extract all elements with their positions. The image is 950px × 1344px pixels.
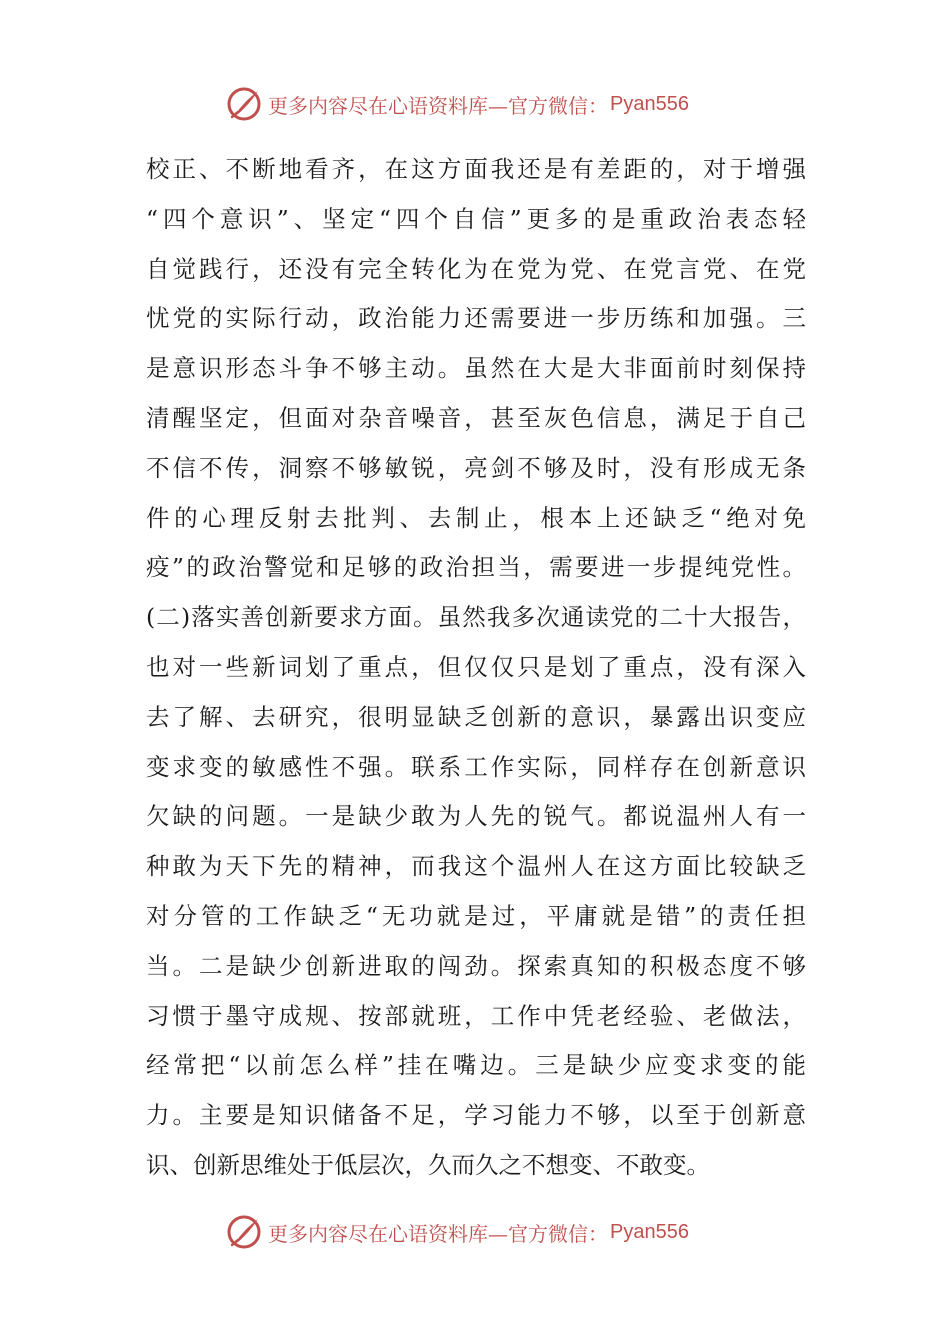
quill-logo-icon xyxy=(226,1214,262,1250)
body-line: 也对一些新词划了重点，但仅仅只是划了重点，没有深入 xyxy=(146,652,806,681)
body-line: 疫”的政治警觉和足够的政治担当，需要进一步提纯党性。 xyxy=(146,553,806,582)
body-line: 去了解、去研究，很明显缺乏创新的意识，暴露出识变应 xyxy=(146,702,806,731)
header-banner-content xyxy=(226,84,689,124)
body-line: 忧党的实际行动，政治能力还需要进一步历练和加强。三 xyxy=(146,304,806,333)
body-line: 欠缺的问题。一是缺少敢为人先的锐气。都说温州人有一 xyxy=(146,802,806,831)
body-line: “四个意识”、坚定“四个自信”更多的是重政治表态轻 xyxy=(146,204,806,233)
body-line: 当。二是缺少创新进取的闯劲。探索真知的积极态度不够 xyxy=(146,951,806,980)
body-line: 自觉践行，还没有完全转化为在党为党、在党言党、在党 xyxy=(146,254,806,283)
body-line: 力。主要是知识储备不足，学习能力不够，以至于创新意 xyxy=(146,1101,806,1130)
header-banner-text: 更多内容尽在心语资料库—官方微信： xyxy=(268,93,608,118)
body-line: 对分管的工作缺乏“无功就是过，平庸就是错”的责任担 xyxy=(146,901,806,930)
document-body xyxy=(146,145,806,1191)
header-banner-wechat-id: Pyan556 xyxy=(610,92,689,115)
header-banner xyxy=(0,84,950,124)
footer-banner-content xyxy=(226,1212,689,1252)
body-line: 不信不传，洞察不够敏锐，亮剑不够及时，没有形成无条 xyxy=(146,453,806,482)
body-line: 识、创新思维处于低层次，久而久之不想变、不敢变。 xyxy=(146,1150,710,1179)
quill-logo-icon xyxy=(226,86,262,122)
body-line: 校正、不断地看齐，在这方面我还是有差距的，对于增强 xyxy=(146,155,806,183)
footer-banner xyxy=(0,1212,950,1252)
footer-banner-text: 更多内容尽在心语资料库—官方微信： xyxy=(268,1221,608,1246)
body-line: 清醒坚定，但面对杂音噪音，甚至灰色信息，满足于自己 xyxy=(146,403,806,432)
body-line: 习惯于墨守成规、按部就班，工作中凭老经验、老做法， xyxy=(146,1001,806,1030)
body-line: 经常把“以前怎么样”挂在嘴边。三是缺少应变求变的能 xyxy=(146,1051,806,1080)
footer-banner-wechat-id: Pyan556 xyxy=(610,1220,689,1243)
body-line: 变求变的敏感性不强。联系工作实际，同样存在创新意识 xyxy=(146,752,806,781)
body-line: (二)落实善创新要求方面。虽然我多次通读党的二十大报告， xyxy=(146,603,806,632)
body-line: 是意识形态斗争不够主动。虽然在大是大非面前时刻保持 xyxy=(146,354,806,383)
body-line: 种敢为天下先的精神，而我这个温州人在这方面比较缺乏 xyxy=(146,852,806,881)
body-line: 件的心理反射去批判、去制止，根本上还缺乏“绝对免 xyxy=(146,503,806,532)
